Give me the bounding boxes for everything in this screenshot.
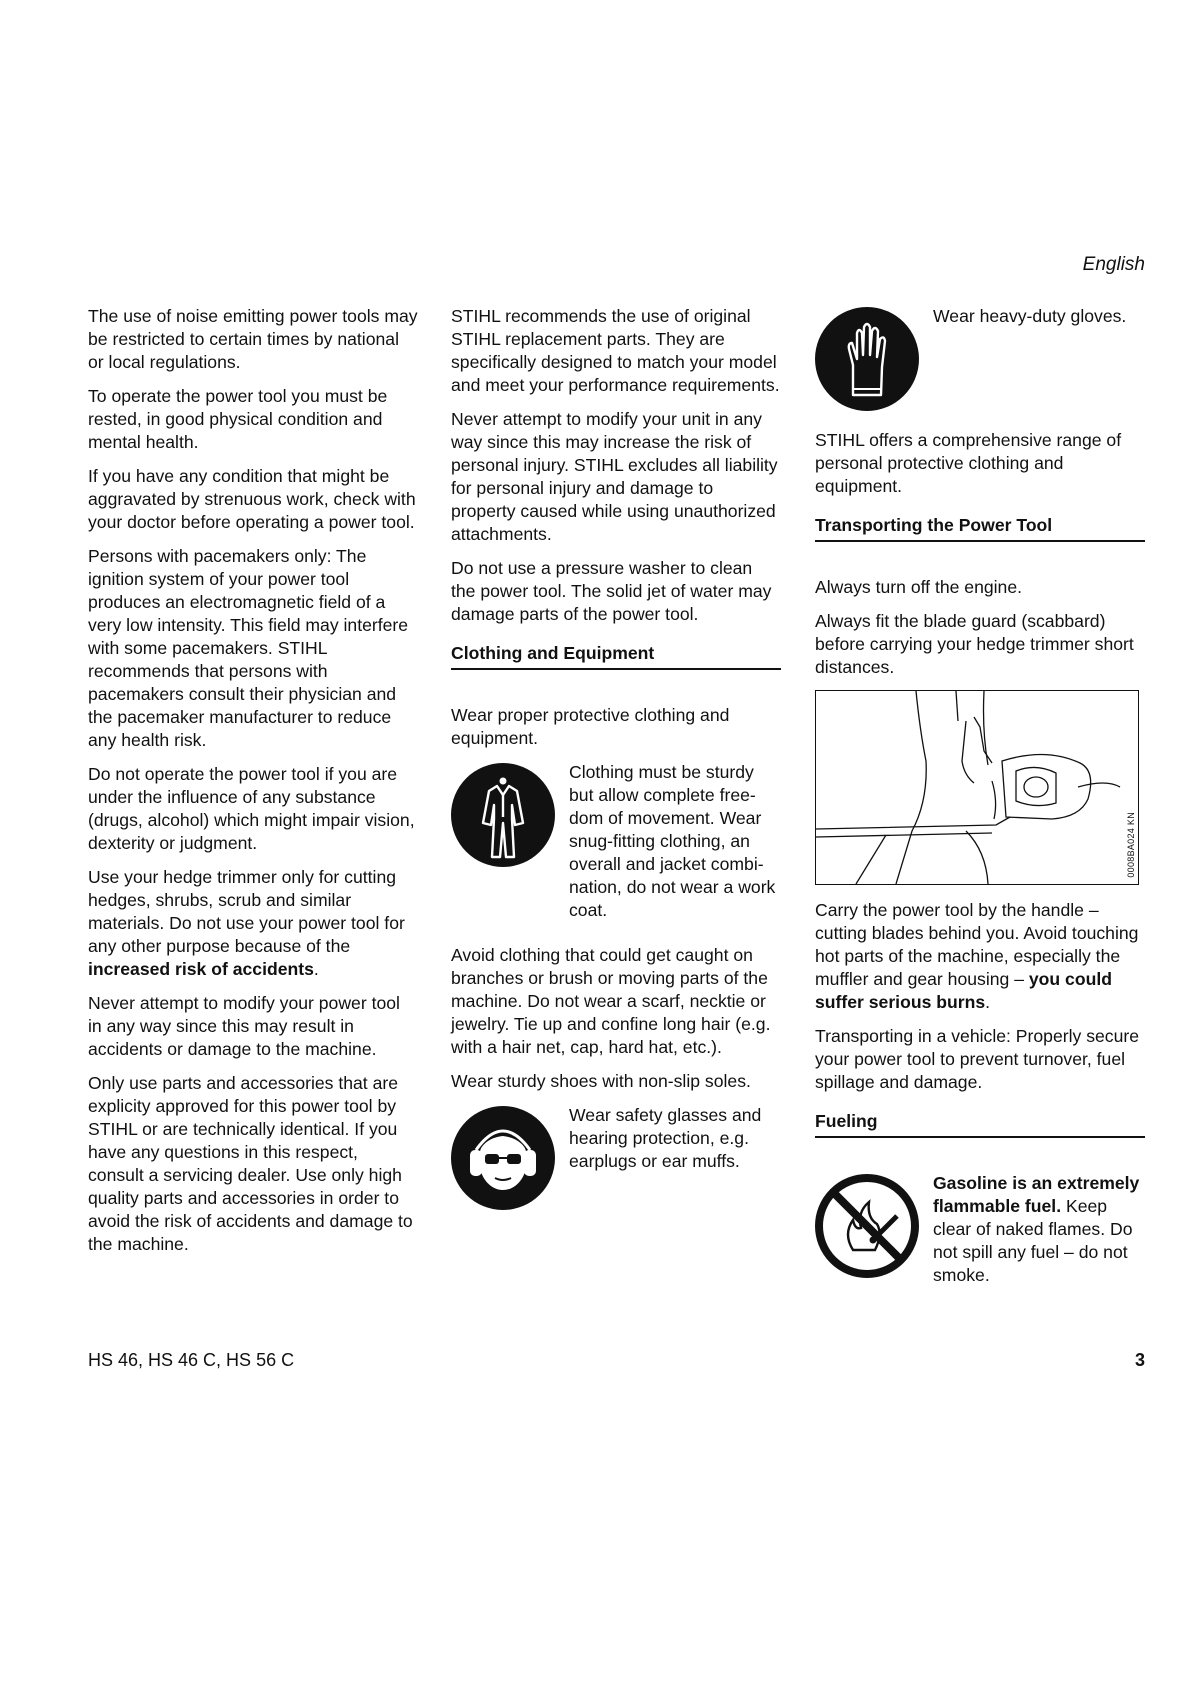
paragraph-intended-use [88, 866, 418, 981]
column-3 [815, 305, 1145, 1309]
figure-code: 0008BA024 KN [1126, 812, 1136, 878]
column-2 [451, 305, 781, 1228]
carrying-illustration [816, 691, 1138, 884]
footer-model-numbers: HS 46, HS 46 C, HS 56 C [88, 1350, 295, 1370]
paragraph-physical-condition: To operate the power tool you must be rested, in good physical condition and mental health. [88, 386, 388, 452]
gloves-description: Wear heavy-duty gloves. [933, 306, 1127, 326]
page-header-language: English [1082, 254, 1145, 275]
heading-fueling: Fueling [815, 1110, 1145, 1138]
paragraph-parts-accessories: Only use parts and accessories that are explicity approved for this power tool by STIHL or are technically identical. If you have any questions in this respect, consult a servicing dealer. Use only high quality parts and accessories in order to avoid the risk of accidents and damage to the machine. [88, 1073, 413, 1254]
paragraph-stihl-range: STIHL offers a comprehensive range of personal protective clothing and equipment. [815, 430, 1122, 496]
paragraph-doctor: If you have any condition that might be aggravated by strenuous work, check with your doctor before operating a power tool. [88, 466, 416, 532]
intended-use-end: . [313, 959, 319, 979]
paragraph-pacemakers: Persons with pacemakers only: The ignition system of your power tool produces an electromagnetic field of a very low intensity. This field may interfere with some pacemakers. STIHL recommends that persons with pacemakers consult their physician and the pacemaker manufacturer to reduce any health risk. [88, 546, 409, 750]
carrying-hedge-trimmer-figure [815, 690, 1139, 885]
intended-use-bold: increased risk of accidents [88, 959, 314, 979]
paragraph-replacement-parts: STIHL recommends the use of original STIHL replacement parts. They are specifically designed to match your model and meet your performance requirements. [451, 306, 780, 395]
paragraph-blade-guard: Always fit the blade guard (scabbard) before carrying your hedge trimmer short distances. [815, 611, 1134, 677]
fuel-warning-text: Keep clear of naked flames. Do not spill any fuel – do not smoke. [933, 1196, 1133, 1285]
paragraph-avoid-clothing: Avoid clothing that could get caught on branches or brush or moving parts of the machine. Do not wear a scarf, necktie or jewelry. Tie up and confine long hair (e.g. with a hair net, cap, hard hat, etc.). [451, 945, 771, 1057]
paragraph-turn-off-engine: Always turn off the engine. [815, 577, 1023, 597]
protective-clothing-icon [451, 761, 555, 869]
paragraph-modify: Never attempt to modify your power tool in any way since this may result in accidents or damage to the machine. [88, 993, 400, 1059]
gloves-icon-row [815, 305, 1145, 418]
heading-transporting: Transporting the Power Tool [815, 514, 1145, 542]
glasses-icon-row [451, 1104, 781, 1217]
fuel-icon-row [815, 1172, 1145, 1298]
no-open-flame-icon [815, 1172, 919, 1280]
paragraph-carry-handle [815, 899, 1145, 1014]
clothing-icon-row [451, 761, 781, 933]
paragraph-noise: The use of noise emitting power tools may be restricted to certain times by national or local regulations. [88, 306, 418, 372]
paragraph-protective-clothing: Wear proper protective clothing and equipment. [451, 705, 730, 748]
paragraph-pressure-washer: Do not use a pressure washer to clean the power tool. The solid jet of water may damage parts of the power tool. [451, 558, 772, 624]
intended-use-text: Use your hedge trimmer only for cutting hedges, shrubs, scrub and similar materials. Do not use your power tool for any other purpose because of the [88, 867, 405, 956]
paragraph-substances: Do not operate the power tool if you are under the influence of any substance (drugs, alcohol) which might impair vision, dexterity or judgment. [88, 764, 415, 853]
column-1 [88, 305, 418, 1267]
clothing-description: Clothing must be sturdy but allow complete free-dom of movement. Wear snug-fitting clothing, an overall and jacket combi-nation, do not wear a work coat. [569, 762, 776, 920]
heading-clothing-equipment: Clothing and Equipment [451, 642, 781, 670]
carry-text: Carry the power tool by the handle – cutting blades behind you. Avoid touching hot parts of the machine, especially the muffler and gear housing – [815, 900, 1139, 989]
fuel-warning-bold: Gasoline is an extremely flammable fuel. [933, 1173, 1140, 1216]
paragraph-vehicle: Transporting in a vehicle: Properly secure your power tool to prevent turnover, fuel spillage and damage. [815, 1026, 1140, 1092]
carry-end: . [985, 992, 991, 1012]
carry-bold: you could suffer serious burns [815, 969, 1112, 1012]
gloves-icon [815, 305, 919, 413]
paragraph-modify-unit: Never attempt to modify your unit in any way since this may increase the risk of personal injury. STIHL excludes all liability for personal injury and damage to property caused while using unauthorized attachments. [451, 409, 778, 544]
footer-page-number: 3 [1134, 1350, 1145, 1370]
paragraph-shoes: Wear sturdy shoes with non-slip soles. [451, 1071, 751, 1091]
fuel-warning [933, 1172, 1145, 1287]
safety-glasses-ear-protection-icon [451, 1104, 555, 1212]
glasses-description: Wear safety glasses and hearing protection, e.g. earplugs or ear muffs. [569, 1105, 762, 1171]
